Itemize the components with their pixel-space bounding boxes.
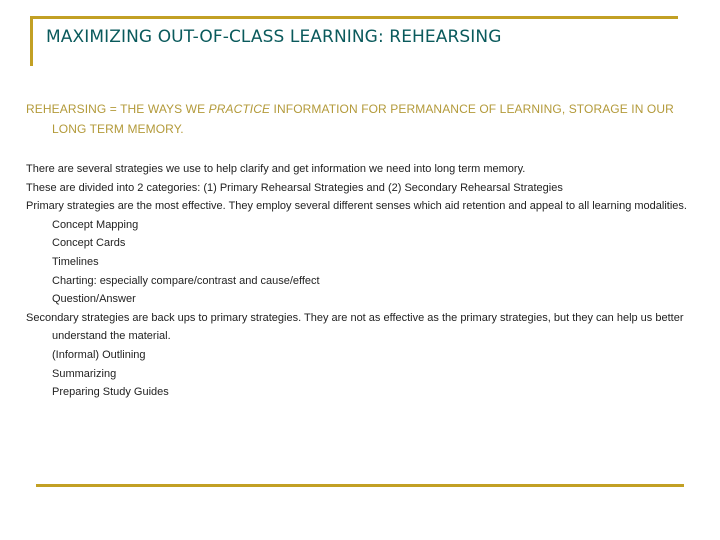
secondary-strategy-item: Summarizing	[52, 367, 117, 380]
intro-paragraph: There are several strategies we use to help clarify and get information we need into long term memory.	[26, 163, 526, 175]
secondary-strategy-item: Preparing Study Guides	[52, 386, 169, 399]
categories-paragraph: These are divided into 2 categories: (1) Primary Rehearsal Strategies and (2) Secondary Rehearsal Strategies	[26, 181, 563, 194]
top-accent-rule	[30, 16, 678, 19]
secondary-paragraph: Secondary strategies are back ups to primary strategies. They are not as effective as the primary strategies, but they can help us better understand the material.	[26, 311, 684, 343]
subtitle-emphasis: PRACTICE	[208, 102, 271, 116]
primary-strategy-item: Timelines	[52, 255, 99, 268]
primary-strategy-item: Charting: especially compare/contrast and cause/effect	[52, 274, 320, 287]
primary-strategy-item: Concept Mapping	[52, 218, 139, 231]
subtitle-text-after: INFORMATION FOR PERMANANCE OF LEARNING, STORAGE IN OUR LONG TERM MEMORY.	[52, 102, 674, 136]
bottom-accent-rule	[36, 484, 684, 487]
definition-subtitle	[26, 99, 698, 139]
left-accent-rule	[30, 16, 33, 66]
primary-strategy-item: Question/Answer	[52, 293, 136, 306]
primary-paragraph: Primary strategies are the most effective. They employ several different senses which aid retention and appeal to all learning modalities.	[26, 200, 687, 213]
primary-strategy-item: Concept Cards	[52, 237, 126, 250]
spacer	[26, 139, 698, 160]
slide-body	[26, 99, 698, 402]
subtitle-text-before: REHEARSING = THE WAYS WE	[26, 102, 209, 116]
slide-title: MAXIMIZING OUT-OF-CLASS LEARNING: REHEARSING	[46, 27, 502, 47]
secondary-strategy-item: (Informal) Outlining	[52, 348, 146, 361]
